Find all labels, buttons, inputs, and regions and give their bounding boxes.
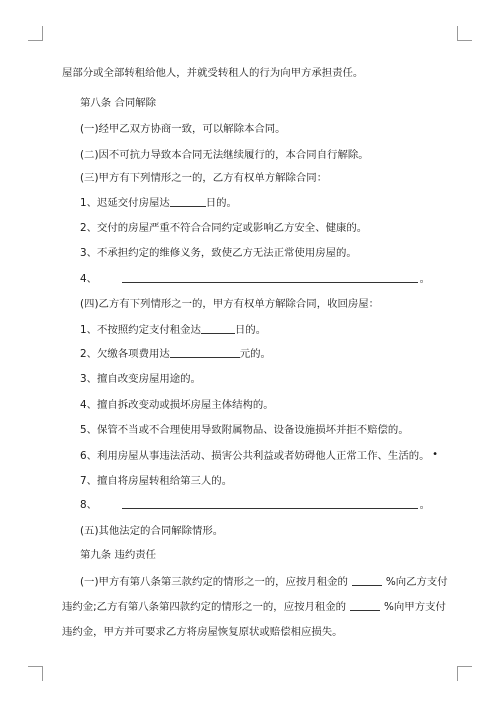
article-8-heading: 第八条 合同解除 [80,97,157,109]
clause-line [80,323,440,337]
clause-number: 8、 [80,499,98,511]
fill-line [122,508,418,509]
crop-mark-top-right [457,26,472,41]
fill-blank [170,196,206,207]
clause-text: 违约金;乙方有第八条第四款约定的情形之一的，应按月租金的 [62,601,347,613]
crop-mark-top-left [28,26,43,41]
fill-line [122,282,418,283]
paragraph-line: 3、不承担约定的维修义务，致使乙方无法正常使用房屋的。 [80,247,357,259]
clause-text: %向甲方支付 [384,601,446,613]
paragraph-line: (一)经甲乙双方协商一致，可以解除本合同。 [80,123,286,135]
crop-mark-bottom-right [457,666,472,681]
clause-line [80,347,440,361]
paragraph-line: (三)甲方有下列情形之一的，乙方有权单方解除合同： [80,172,328,184]
paragraph-line: 7、擅自将房屋转租给第三人的。 [80,475,233,487]
clause-text: %向乙方支付 [385,576,448,588]
clause-line-blank [80,498,440,512]
clause-end: 。 [419,499,430,511]
clause-end: 。 [419,273,430,285]
fill-blank [350,600,380,611]
bullet-mark: • [432,449,438,460]
paragraph-line: 3、擅自改变房屋用途的。 [80,373,201,385]
paragraph-line: 4、擅自拆改变动或损坏房屋主体结构的。 [80,399,274,411]
clause-text: 1、不按照约定支付租金达 [80,324,201,336]
clause-line [80,575,448,589]
fill-blank [352,575,382,586]
fill-blank [170,347,240,358]
fill-blank [201,323,235,334]
paragraph-line: 6、利用房屋从事违法活动、损害公共利益或者妨碍他人正常工作、生活的。 [80,450,430,462]
clause-line [80,196,440,210]
clause-text: 日的。 [205,197,237,209]
paragraph-line: (四)乙方有下列情形之一的，甲方有权单方解除合同，收回房屋： [80,298,380,310]
paragraph-line: (五)其他法定的合同解除情形。 [80,525,224,537]
paragraph-line: 违约金，甲方并可要求乙方将房屋恢复原状或赔偿相应损失。 [62,626,343,638]
crop-mark-bottom-left [28,666,43,681]
clause-text: 日的。 [234,324,267,336]
clause-line [62,600,446,614]
paragraph-line: 5、保管不当或不合理使用导致附属物品、设备设施损坏并拒不赔偿的。 [80,424,409,436]
paragraph-line: (二)因不可抗力导致本合同无法继续履行的，本合同自行解除。 [80,149,369,161]
paragraph-line: 2、交付的房屋严重不符合合同约定或影响乙方安全、健康的。 [80,222,368,234]
paragraph-line: 屋部分或全部转租给他人，并就受转租人的行为向甲方承担责任。 [62,67,364,79]
clause-text: 1、迟延交付房屋达 [80,197,170,209]
clause-text: 2、欠缴各项费用达 [80,348,170,360]
clause-text: 元的。 [239,348,271,360]
article-9-heading: 第九条 违约责任 [80,549,157,561]
clause-text: (一)甲方有第八条第三款约定的情形之一的，应按月租金的 [80,576,348,588]
clause-line-blank [80,272,440,286]
clause-number: 4、 [80,273,98,285]
